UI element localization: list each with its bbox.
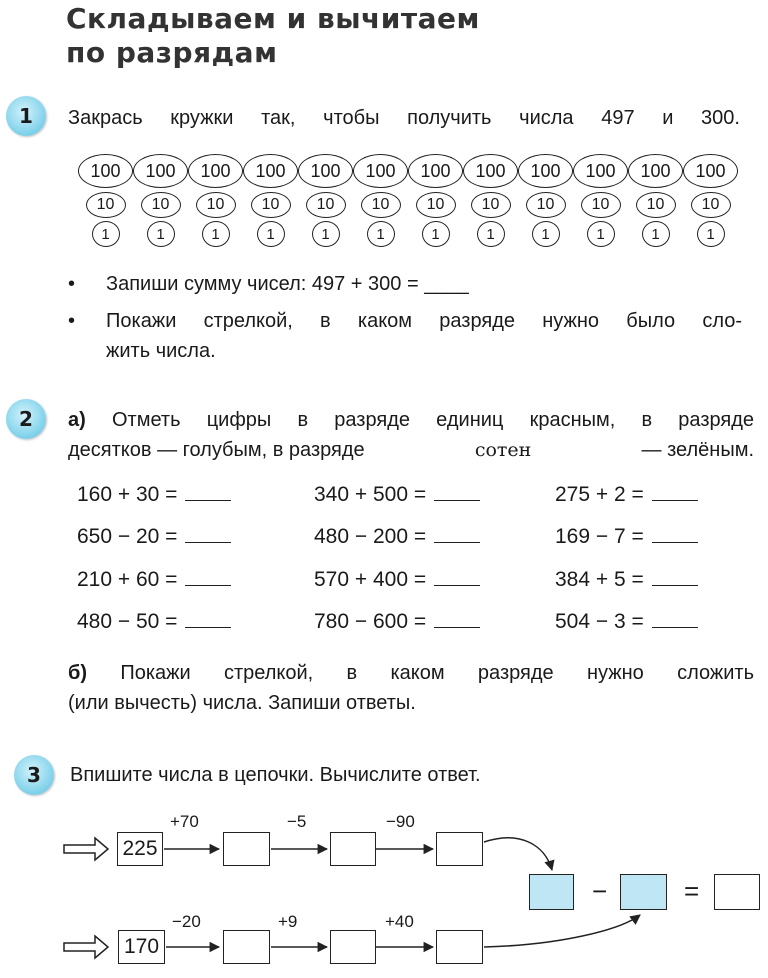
- answer-blank[interactable]: [185, 482, 231, 501]
- ten-circle[interactable]: 10: [196, 192, 236, 218]
- title-line-2: по разрядам: [66, 36, 278, 69]
- circle-column: [463, 154, 518, 188]
- one-circle[interactable]: 1: [532, 221, 560, 247]
- arrow-prompt-line-1: Покажи стрелкой, в каком разряде нужно было сло-: [106, 310, 742, 332]
- chain-1-result-arrow: [484, 838, 552, 870]
- chain-2-start-box: 170: [118, 930, 165, 964]
- equation-text: 480 − 50 =: [77, 610, 184, 633]
- answer-blank[interactable]: [434, 482, 480, 501]
- chain-1-op-2: −5: [287, 812, 307, 831]
- chain-2-op-1: −20: [172, 912, 201, 931]
- ten-circle[interactable]: 10: [636, 192, 676, 218]
- answer-blank[interactable]: [652, 482, 698, 501]
- chain-1-box-1[interactable]: [223, 832, 270, 866]
- ten-circle[interactable]: 10: [471, 192, 511, 218]
- circle-column: [243, 221, 298, 247]
- chain-1-box-2[interactable]: [330, 832, 376, 866]
- ones-circles-row: [78, 221, 738, 247]
- equation: [555, 607, 698, 637]
- chain-2-box-1[interactable]: [223, 930, 270, 964]
- task-2-badge: 2: [6, 399, 46, 439]
- task-2b-line-2: (или вычесть) числа. Запиши ответы.: [68, 692, 416, 714]
- bullet-icon: •: [68, 310, 76, 332]
- circle-column: [463, 221, 518, 247]
- answer-blank[interactable]: [434, 524, 480, 543]
- chain-1-box-3[interactable]: [436, 832, 483, 866]
- result-box-answer[interactable]: [714, 874, 760, 910]
- equation-text: 480 − 200 =: [314, 525, 432, 548]
- chain-2-box-2[interactable]: [330, 930, 376, 964]
- equation: [77, 607, 231, 637]
- one-circle[interactable]: 1: [422, 221, 450, 247]
- circle-column: [298, 192, 353, 218]
- circle-column: [243, 154, 298, 188]
- answer-blank[interactable]: [434, 567, 480, 586]
- circle-column: [683, 154, 738, 188]
- circle-column: [573, 192, 628, 218]
- answer-blank[interactable]: [185, 524, 231, 543]
- circle-column: [188, 192, 243, 218]
- input-arrow-icon: [64, 838, 108, 860]
- task-2a-line-2: [68, 436, 754, 464]
- title-line-1: Складываем и вычитаем: [66, 2, 480, 35]
- equation-text: 169 − 7 =: [555, 525, 650, 548]
- ten-circle[interactable]: 10: [86, 192, 126, 218]
- answer-blank[interactable]: [652, 609, 698, 628]
- one-circle[interactable]: 1: [642, 221, 670, 247]
- equation-text: 384 + 5 =: [555, 568, 650, 591]
- one-circle[interactable]: 1: [477, 221, 505, 247]
- circle-column: [298, 154, 353, 188]
- sum-prompt: Запиши сумму чисел: 497 + 300 = ____: [106, 273, 469, 295]
- equation-text: 570 + 400 =: [314, 568, 432, 591]
- circle-column: [353, 192, 408, 218]
- circle-column: [133, 154, 188, 188]
- circle-column: [573, 221, 628, 247]
- task-1-badge: 1: [6, 96, 46, 136]
- hundred-circle[interactable]: 100: [518, 154, 573, 188]
- ten-circle[interactable]: 10: [416, 192, 456, 218]
- hundred-circle[interactable]: 100: [683, 154, 738, 188]
- hundred-circle[interactable]: 100: [573, 154, 628, 188]
- ten-circle[interactable]: 10: [306, 192, 346, 218]
- equation: [314, 480, 480, 510]
- equals-sign: =: [684, 876, 700, 906]
- one-circle[interactable]: 1: [367, 221, 395, 247]
- page-title: [66, 2, 480, 70]
- chain-1-start-box: 225: [117, 832, 163, 866]
- circle-column: [628, 221, 683, 247]
- circle-column: [518, 192, 573, 218]
- equation: [77, 522, 231, 552]
- one-circle[interactable]: 1: [257, 221, 285, 247]
- hundred-circle[interactable]: 100: [298, 154, 353, 188]
- ten-circle[interactable]: 10: [251, 192, 291, 218]
- answer-blank[interactable]: [434, 609, 480, 628]
- result-box-minuend[interactable]: [529, 874, 574, 910]
- equation-text: 210 + 60 =: [77, 568, 184, 591]
- ten-circle[interactable]: 10: [526, 192, 566, 218]
- equation-text: 275 + 2 =: [555, 483, 650, 506]
- circle-column: [353, 154, 408, 188]
- equation-text: 650 − 20 =: [77, 525, 184, 548]
- one-circle[interactable]: 1: [697, 221, 725, 247]
- hundred-circle[interactable]: 100: [243, 154, 298, 188]
- equation-text: 160 + 30 =: [77, 483, 184, 506]
- circle-column: [133, 192, 188, 218]
- hundred-circle[interactable]: 100: [408, 154, 463, 188]
- circle-column: [78, 221, 133, 247]
- one-circle[interactable]: 1: [202, 221, 230, 247]
- circle-column: [408, 192, 463, 218]
- chain-2-op-3: +40: [385, 912, 414, 931]
- hundred-circle[interactable]: 100: [463, 154, 518, 188]
- circle-column: [463, 192, 518, 218]
- circle-column: [573, 154, 628, 188]
- equation-text: 780 − 600 =: [314, 610, 432, 633]
- hundreds-circles-row: [78, 154, 738, 188]
- circle-column: [78, 192, 133, 218]
- chain-1-op-1: +70: [170, 812, 199, 831]
- answer-blank[interactable]: [185, 567, 231, 586]
- circle-column: [353, 221, 408, 247]
- equation: [314, 565, 480, 595]
- chain-2-box-3[interactable]: [436, 930, 483, 964]
- input-arrow-icon: [64, 936, 108, 958]
- task-1-instruction: Закрась кружки так, чтобы получить числа 497 и 300.: [68, 107, 740, 129]
- part-a-label: а): [68, 409, 86, 431]
- one-circle[interactable]: 1: [587, 221, 615, 247]
- equation: [314, 522, 480, 552]
- equation-text: 340 + 500 =: [314, 483, 432, 506]
- hundred-circle[interactable]: 100: [78, 154, 133, 188]
- ten-circle[interactable]: 10: [691, 192, 731, 218]
- circle-column: [683, 192, 738, 218]
- answer-blank[interactable]: [652, 524, 698, 543]
- circle-column: [408, 154, 463, 188]
- part-a-text-2-start: десятков — голубым, в разряде: [68, 439, 365, 461]
- chain-2-op-2: +9: [278, 912, 298, 931]
- equation: [77, 480, 231, 510]
- circle-column: [628, 192, 683, 218]
- part-a-text-2-end: — зелёным.: [641, 439, 754, 461]
- circle-column: [628, 154, 683, 188]
- part-a-text-1: Отметь цифры в разряде единиц красным, в разряде: [112, 409, 755, 431]
- tens-circles-row: [78, 192, 738, 218]
- equation-text: 504 − 3 =: [555, 610, 650, 633]
- circle-column: [188, 154, 243, 188]
- part-b-label: б): [68, 662, 88, 684]
- one-circle[interactable]: 1: [312, 221, 340, 247]
- ten-circle[interactable]: 10: [141, 192, 181, 218]
- hundred-circle[interactable]: 100: [628, 154, 683, 188]
- circle-column: [518, 221, 573, 247]
- one-circle[interactable]: 1: [147, 221, 175, 247]
- task-3-instruction: Впишите числа в цепочки. Вычислите ответ.: [70, 764, 481, 786]
- chain-1-op-3: −90: [386, 812, 415, 831]
- equation: [555, 480, 698, 510]
- circle-column: [133, 221, 188, 247]
- one-circle[interactable]: 1: [92, 221, 120, 247]
- circle-column: [243, 192, 298, 218]
- part-b-text-1: Покажи стрелкой, в каком разряде нужно сложить: [120, 662, 754, 684]
- answer-blank[interactable]: [185, 609, 231, 628]
- minus-sign: −: [592, 876, 608, 906]
- chain-2-result-arrow: [484, 915, 640, 947]
- bullet-icon: •: [68, 273, 76, 295]
- task-2a-line-1: [68, 406, 754, 434]
- part-a-word-hundreds: сотен: [474, 439, 532, 461]
- result-box-subtrahend[interactable]: [620, 874, 667, 910]
- task-2b-line-1: [68, 659, 754, 687]
- circle-column: [78, 154, 133, 188]
- circle-column: [188, 221, 243, 247]
- equation: [555, 522, 698, 552]
- answer-blank[interactable]: [652, 567, 698, 586]
- ten-circle[interactable]: 10: [581, 192, 621, 218]
- arrow-prompt-line-2: жить числа.: [106, 340, 216, 362]
- hundred-circle[interactable]: 100: [188, 154, 243, 188]
- equation: [77, 565, 231, 595]
- hundred-circle[interactable]: 100: [353, 154, 408, 188]
- circle-column: [518, 154, 573, 188]
- circle-column: [408, 221, 463, 247]
- equation: [555, 565, 698, 595]
- task-3-badge: 3: [14, 755, 54, 795]
- ten-circle[interactable]: 10: [361, 192, 401, 218]
- equation: [314, 607, 480, 637]
- hundred-circle[interactable]: 100: [133, 154, 188, 188]
- circle-column: [298, 221, 353, 247]
- circle-column: [683, 221, 738, 247]
